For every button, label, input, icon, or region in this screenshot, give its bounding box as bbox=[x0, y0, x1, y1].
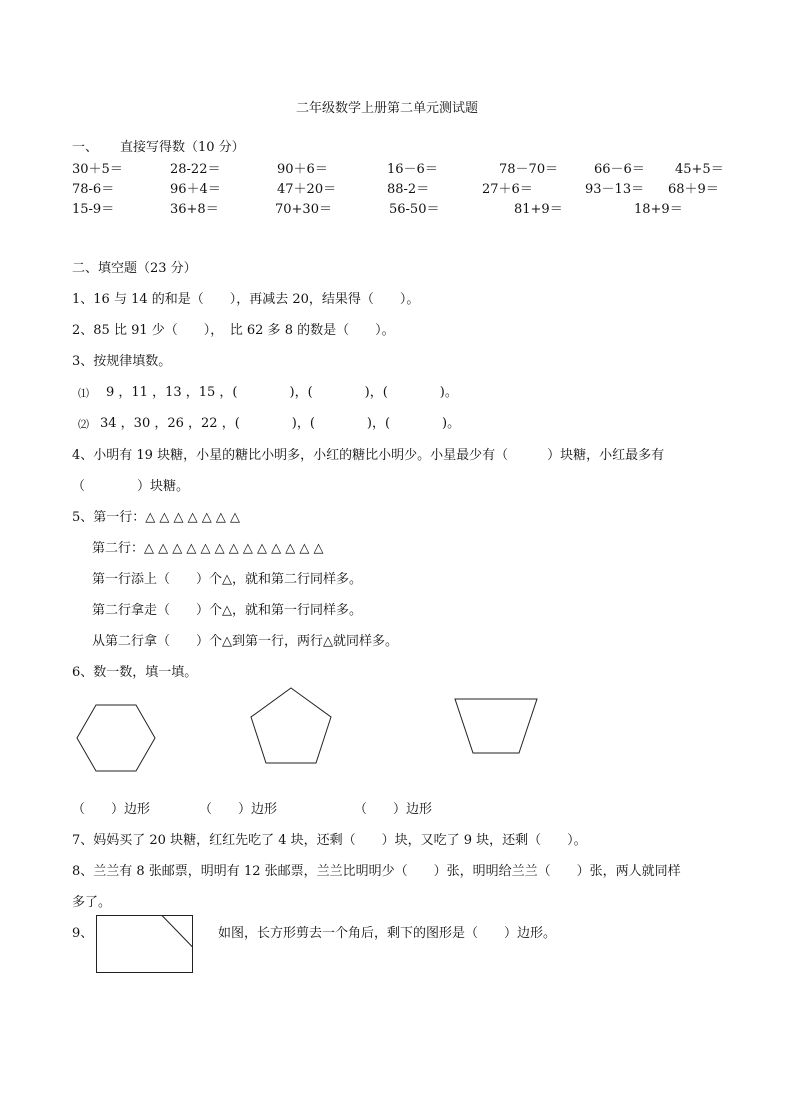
shape-answer-3: （ ）边形 bbox=[354, 802, 433, 817]
calc-item: 27＋6＝ bbox=[482, 182, 533, 197]
cut-rectangle-figure bbox=[95, 914, 195, 976]
question-3a: 9 ，11 ，13 ，15 ，( )，( )，( )。 bbox=[106, 385, 458, 400]
question-8-cont: 多了。 bbox=[72, 895, 112, 910]
question-7: 7、妈妈买了 20 块糖，红红先吃了 4 块，还剩（ ）块，又吃了 9 块，还剩（ ）。 bbox=[72, 833, 587, 848]
pentagon-figure bbox=[248, 686, 334, 766]
question-8: 8、兰兰有 8 张邮票，明明有 12 张邮票，兰兰比明明少（ ）张，明明给兰兰（ ）张，两人就同样 bbox=[72, 864, 681, 879]
calc-item: 45+5＝ bbox=[675, 162, 724, 177]
question-3: 3、按规律填数。 bbox=[72, 354, 172, 369]
question-3b-label: ⑵ bbox=[78, 418, 89, 431]
calc-item: 28-22＝ bbox=[170, 162, 221, 177]
question-9-number: 9、 bbox=[72, 926, 94, 941]
question-5-row1: 5、第一行：△ △ △ △ △ △ △ bbox=[72, 510, 241, 525]
question-3a-label: ⑴ bbox=[78, 387, 89, 400]
calc-item: 56-50＝ bbox=[389, 202, 440, 217]
calc-item: 18+9＝ bbox=[634, 202, 683, 217]
calc-item: 90＋6＝ bbox=[277, 162, 328, 177]
section2-heading: 二、填空题（23 分） bbox=[72, 261, 197, 276]
calc-item: 70+30＝ bbox=[275, 202, 332, 217]
calc-item: 36+8＝ bbox=[170, 202, 219, 217]
calc-item: 88-2＝ bbox=[387, 182, 430, 197]
calc-item: 66－6＝ bbox=[594, 162, 645, 177]
question-5-row2: 第二行：△ △ △ △ △ △ △ △ △ △ △ △ △ bbox=[92, 541, 324, 556]
question-1: 1、16 与 14 的和是（ ），再减去 20，结果得（ ）。 bbox=[72, 292, 420, 307]
question-5b: 第二行拿走（ ）个△，就和第一行同样多。 bbox=[92, 603, 362, 618]
page-title: 二年级数学上册第二单元测试题 bbox=[296, 101, 479, 116]
calc-item: 78-6＝ bbox=[72, 182, 115, 197]
calc-item: 93－13＝ bbox=[585, 182, 645, 197]
calc-item: 30＋5＝ bbox=[72, 162, 123, 177]
question-6: 6、数一数，填一填。 bbox=[72, 665, 198, 680]
question-4: 4、小明有 19 块糖，小星的糖比小明多，小红的糖比小明少。小星最少有（ ）块糖，小红最多有 bbox=[72, 448, 665, 463]
shape-answer-2: （ ）边形 bbox=[199, 802, 278, 817]
calc-item: 68＋9＝ bbox=[668, 182, 719, 197]
calc-item: 15-9＝ bbox=[72, 202, 115, 217]
hexagon-figure bbox=[74, 702, 158, 774]
question-5a: 第一行添上（ ）个△，就和第二行同样多。 bbox=[92, 572, 362, 587]
calc-item: 78－70＝ bbox=[499, 162, 559, 177]
calc-item: 96＋4＝ bbox=[170, 182, 221, 197]
trapezoid-figure bbox=[453, 697, 539, 755]
shape-answer-1: （ ）边形 bbox=[72, 802, 151, 817]
question-9: 如图，长方形剪去一个角后，剩下的图形是（ ）边形。 bbox=[218, 926, 557, 941]
question-3b: 34 ，30 ，26 ，22 ，( )，( )，( )。 bbox=[100, 416, 461, 431]
calc-item: 16－6＝ bbox=[387, 162, 438, 177]
question-4-cont: （ ）块糖。 bbox=[72, 479, 190, 494]
section1-heading: 直接写得数（10 分） bbox=[120, 140, 245, 155]
question-2: 2、85 比 91 少（ ）， 比 62 多 8 的数是（ ）。 bbox=[72, 323, 395, 338]
question-5c: 从第二行拿（ ）个△到第一行，两行△就同样多。 bbox=[92, 634, 398, 649]
calc-item: 81+9＝ bbox=[514, 202, 563, 217]
calc-item: 47＋20＝ bbox=[277, 182, 337, 197]
section1-number: 一、 bbox=[72, 140, 99, 155]
